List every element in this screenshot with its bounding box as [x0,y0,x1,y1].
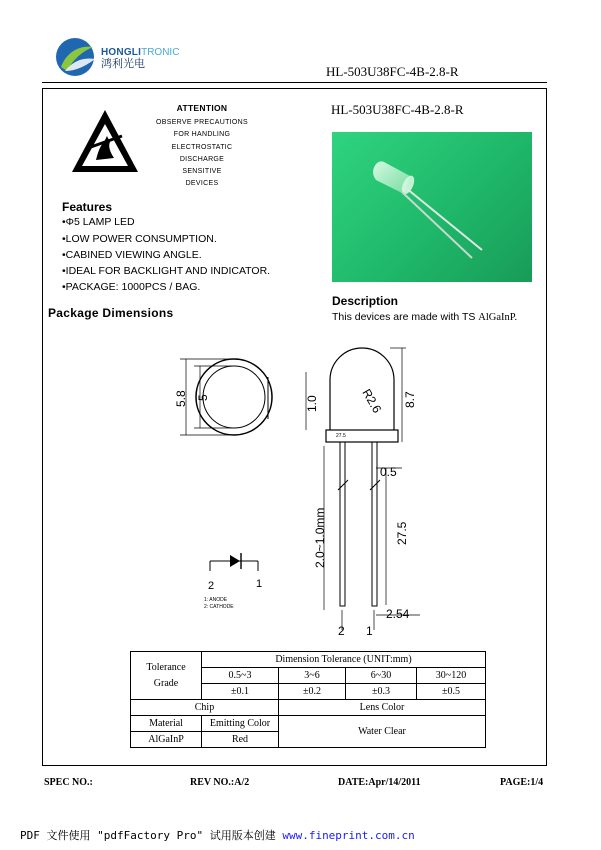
footer-page: PAGE:1/4 [500,777,544,788]
attention-line: OBSERVE PRECAUTIONS [156,119,248,126]
lead-left [340,442,345,606]
header-rule [42,82,547,83]
product-title: HL-503U38FC-4B-2.8-R [331,102,464,117]
diode-triangle-icon [230,555,240,567]
symbol-pin1-label: 1 [256,578,263,590]
attention-block [142,103,262,191]
description-text [332,311,517,323]
emitting-color-value: Red [202,732,279,748]
dim-0-5-label: 0.5 [380,465,397,479]
description-prefix: This devices are made with TS [332,311,479,323]
tolerance-value: ±0.5 [417,684,486,700]
symbol-legend-anode: 1: ANODE [204,597,228,603]
footer-rev-no: REV NO.:A/2 [190,777,250,788]
material-label: Material [131,716,202,732]
logo-brand-bold: HONGLI [101,47,142,58]
attention-line: ELECTROSTATIC [171,143,233,151]
tolerance-range: 3~6 [279,668,346,684]
footer-spec-no: SPEC NO.: [44,777,93,788]
tolerance-value: ±0.3 [346,684,417,700]
tolerance-table [130,651,486,748]
description-material: AlGaInP. [478,312,518,323]
pdf-notice-link[interactable]: www.fineprint.com.cn [282,829,415,842]
emitting-color-label: Emitting Color [202,716,279,732]
dim-r2-6-label: R2.6 [359,386,385,416]
tolerance-range: 6~30 [346,668,417,684]
side-pin1-label: 1 [366,624,373,638]
tolerance-value: ±0.1 [202,684,279,700]
attention-line: DEVICES [185,180,219,188]
package-dimensions-heading: Package Dimensions [48,306,174,320]
tolerance-grade-label [131,652,202,700]
led-photo-icon [332,132,532,282]
attention-line: SENSITIVE [182,168,222,176]
material-value: AlGaInP [131,732,202,748]
dim-5-label: 5 [196,394,210,401]
dim-8-7-label: 8.7 [403,391,417,408]
feature-item: •Φ5 LAMP LED [62,216,135,228]
chip-label: Chip [131,700,279,716]
attention-title: ATTENTION [176,103,228,113]
product-photo [332,132,532,282]
feature-item: •IDEAL FOR BACKLIGHT AND INDICATOR. [62,265,271,277]
pdf-factory-notice [20,827,415,843]
tolerance-header: Dimension Tolerance (UNIT:mm) [202,652,486,668]
logo-brand-light: TRONIC [141,47,180,58]
dim-lead-spacing-label: 2.0~1.0mm [313,507,327,568]
footer-date: DATE:Apr/14/2011 [338,777,421,788]
diode-symbol-drawing [196,545,276,615]
feature-item: •CABINED VIEWING ANGLE. [62,249,202,261]
symbol-legend-cathode: 2: CATHODE [204,604,234,610]
led-top-view-drawing [172,355,292,445]
side-pin2-label: 2 [338,624,345,638]
lens-color-value: Water Clear [279,716,486,748]
tolerance-grade-text: Tolerance Grade [146,661,186,689]
led-side-view-drawing [302,340,422,640]
feature-item: •PACKAGE: 1000PCS / BAG. [62,281,201,293]
dim-5-8-label: 5.8 [174,390,188,407]
description-heading: Description [332,294,399,308]
lens-color-label: Lens Color [279,700,486,716]
tolerance-value: ±0.2 [279,684,346,700]
attention-line: FOR HANDLING [173,131,231,139]
top-view-inner-circle [203,366,265,428]
symbol-pin2-label: 2 [208,580,215,592]
dim-1-0-label: 1.0 [305,395,319,412]
feature-item: •LOW POWER CONSUMPTION. [62,233,217,245]
company-logo [55,37,185,77]
tolerance-range: 0.5~3 [202,668,279,684]
dim-27-5-label: 27.5 [395,521,409,545]
flange-small-label: 27.5 [336,433,346,439]
header-part-number: HL-503U38FC-4B-2.8-R [326,64,459,79]
dim-2-54-label: 2.54 [386,607,410,621]
pdf-notice-text: PDF 文件使用 "pdfFactory Pro" 试用版本创建 [20,829,283,842]
esd-warning-icon [70,108,140,174]
lead-right [372,442,377,606]
led-dome-outline [330,348,394,430]
tolerance-range: 30~120 [417,668,486,684]
features-heading: Features [62,200,113,214]
attention-line: DISCHARGE [179,155,225,163]
logo-chinese-name: 鸿利光电 [101,57,145,70]
logo-swirl-icon [55,37,97,77]
